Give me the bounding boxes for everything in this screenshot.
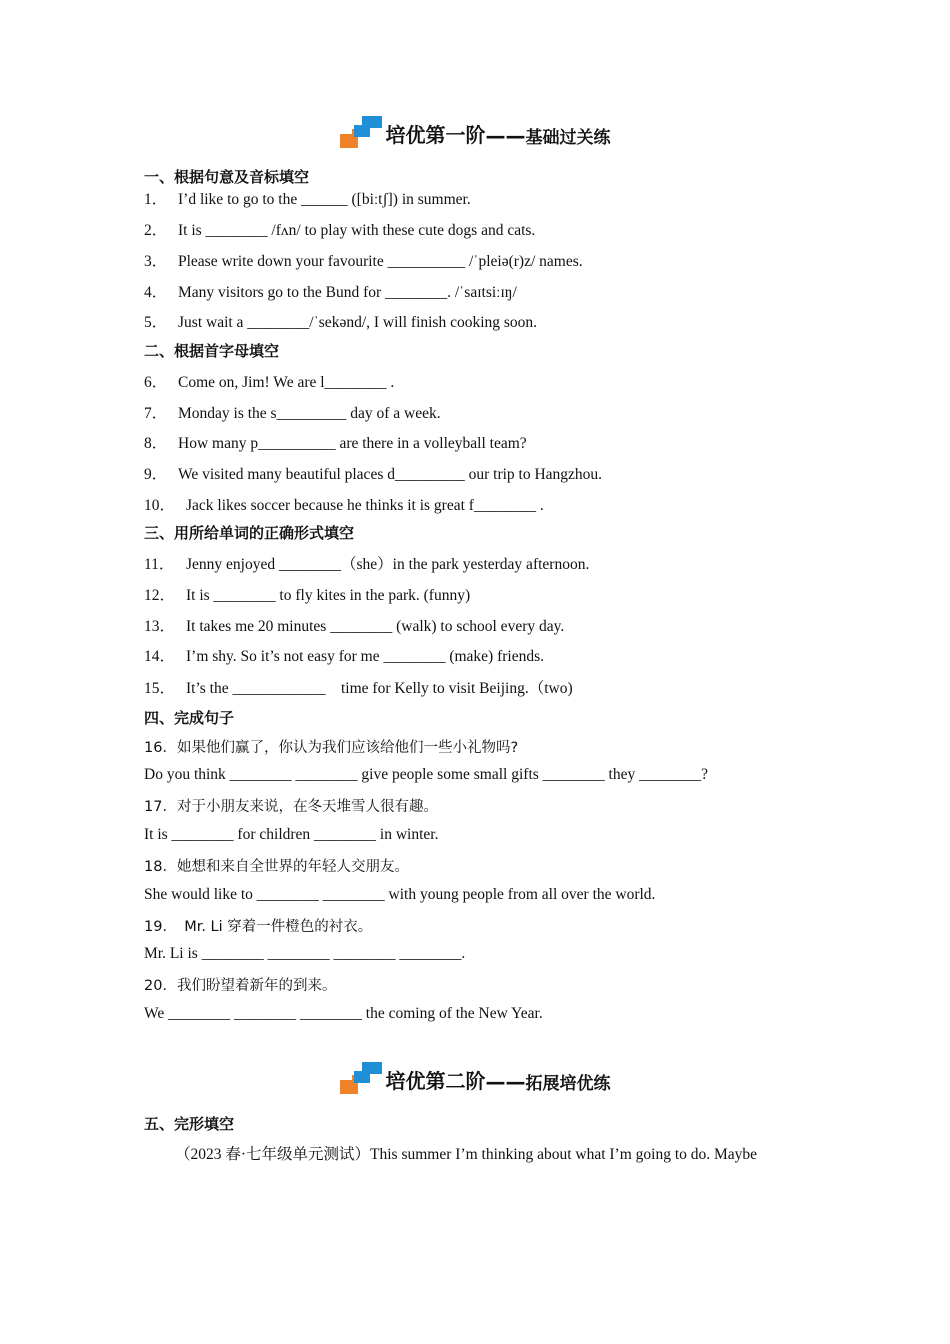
question-19-chinese: 19． Mr. Li 穿着一件橙色的衬衣。 [144,919,373,935]
stage2-title-sub: 拓展培优练 [525,1074,611,1094]
stage2-title-dash: —— [485,1070,526,1094]
question-5: 5． Just wait a ________/ˈsekənd/, I will finish cooking soon. [144,314,538,331]
question-6: 6． Come on, Jim! We are l________ . [144,374,395,391]
question-18-chinese: 18．她想和来自全世界的年轻人交朋友。 [144,859,409,875]
question-20-chinese: 20．我们盼望着新年的到来。 [144,978,337,994]
question-9: 9． We visited many beautiful places d_________ our trip to Hangzhou. [144,466,603,483]
question-12: 12． It is ________ to fly kites in the park. (funny) [144,587,471,604]
question-2: 2． It is ________ /fʌn/ to play with these cute dogs and cats. [144,222,536,239]
section2-title: 二、根据首字母填空 [144,342,280,360]
stage1-heading [0,116,950,153]
question-19-english: Mr. Li is ________ ________ ________ ________. [144,945,466,962]
question-16-chinese: 16．如果他们赢了，你认为我们应该给他们一些小礼物吗? [144,740,519,756]
question-17-chinese: 17．对于小朋友来说，在冬天堆雪人很有趣。 [144,799,438,815]
question-4: 4． Many visitors go to the Bund for ________. /ˈsaɪtsiːɪŋ/ [144,284,517,301]
question-8: 8． How many p__________ are there in a volleyball team? [144,435,527,452]
question-15: 15． It’s the ____________ time for Kelly to visit Beijing.（two) [144,680,573,697]
question-16-english: Do you think ________ ________ give people some small gifts ________ they ________? [144,766,708,783]
question-3: 3． Please write down your favourite __________ /ˈpleiə(r)z/ names. [144,253,583,270]
section5-title: 五、完形填空 [144,1115,235,1133]
stage2-heading [0,1062,950,1099]
question-18-english: She would like to ________ ________ with young people from all over the world. [144,886,656,903]
question-17-english: It is ________ for children ________ in winter. [144,826,439,843]
question-13: 13． It takes me 20 minutes ________ (walk) to school every day. [144,618,565,635]
question-10: 10． Jack likes soccer because he thinks it is great f________ . [144,497,544,514]
stage2-title-main: 培优第二阶 [385,1069,486,1093]
cloze-intro-text: （2023 春·七年级单元测试）This summer I’m thinking about what I’m going to do. Maybe [175,1146,758,1163]
question-7: 7． Monday is the s_________ day of a week. [144,405,441,422]
question-1: 1． I’d like to go to the ______ ([biːtʃ]) in summer. [144,191,471,208]
stage1-title-sub: 基础过关练 [525,128,611,148]
stairs-logo-icon [340,116,384,148]
question-11: 11． Jenny enjoyed ________（she）in the park yesterday afternoon. [144,556,590,573]
stairs-logo-icon [340,1062,384,1094]
section4-title: 四、完成句子 [144,709,235,727]
question-20-english: We ________ ________ ________ the coming of the New Year. [144,1005,543,1022]
question-14: 14． I’m shy. So it’s not easy for me ________ (make) friends. [144,648,545,665]
section1-title: 一、根据句意及音标填空 [144,168,310,186]
stage1-title-main: 培优第一阶 [385,123,486,147]
section3-title: 三、用所给单词的正确形式填空 [144,524,355,542]
stage1-title-dash: —— [485,124,526,148]
